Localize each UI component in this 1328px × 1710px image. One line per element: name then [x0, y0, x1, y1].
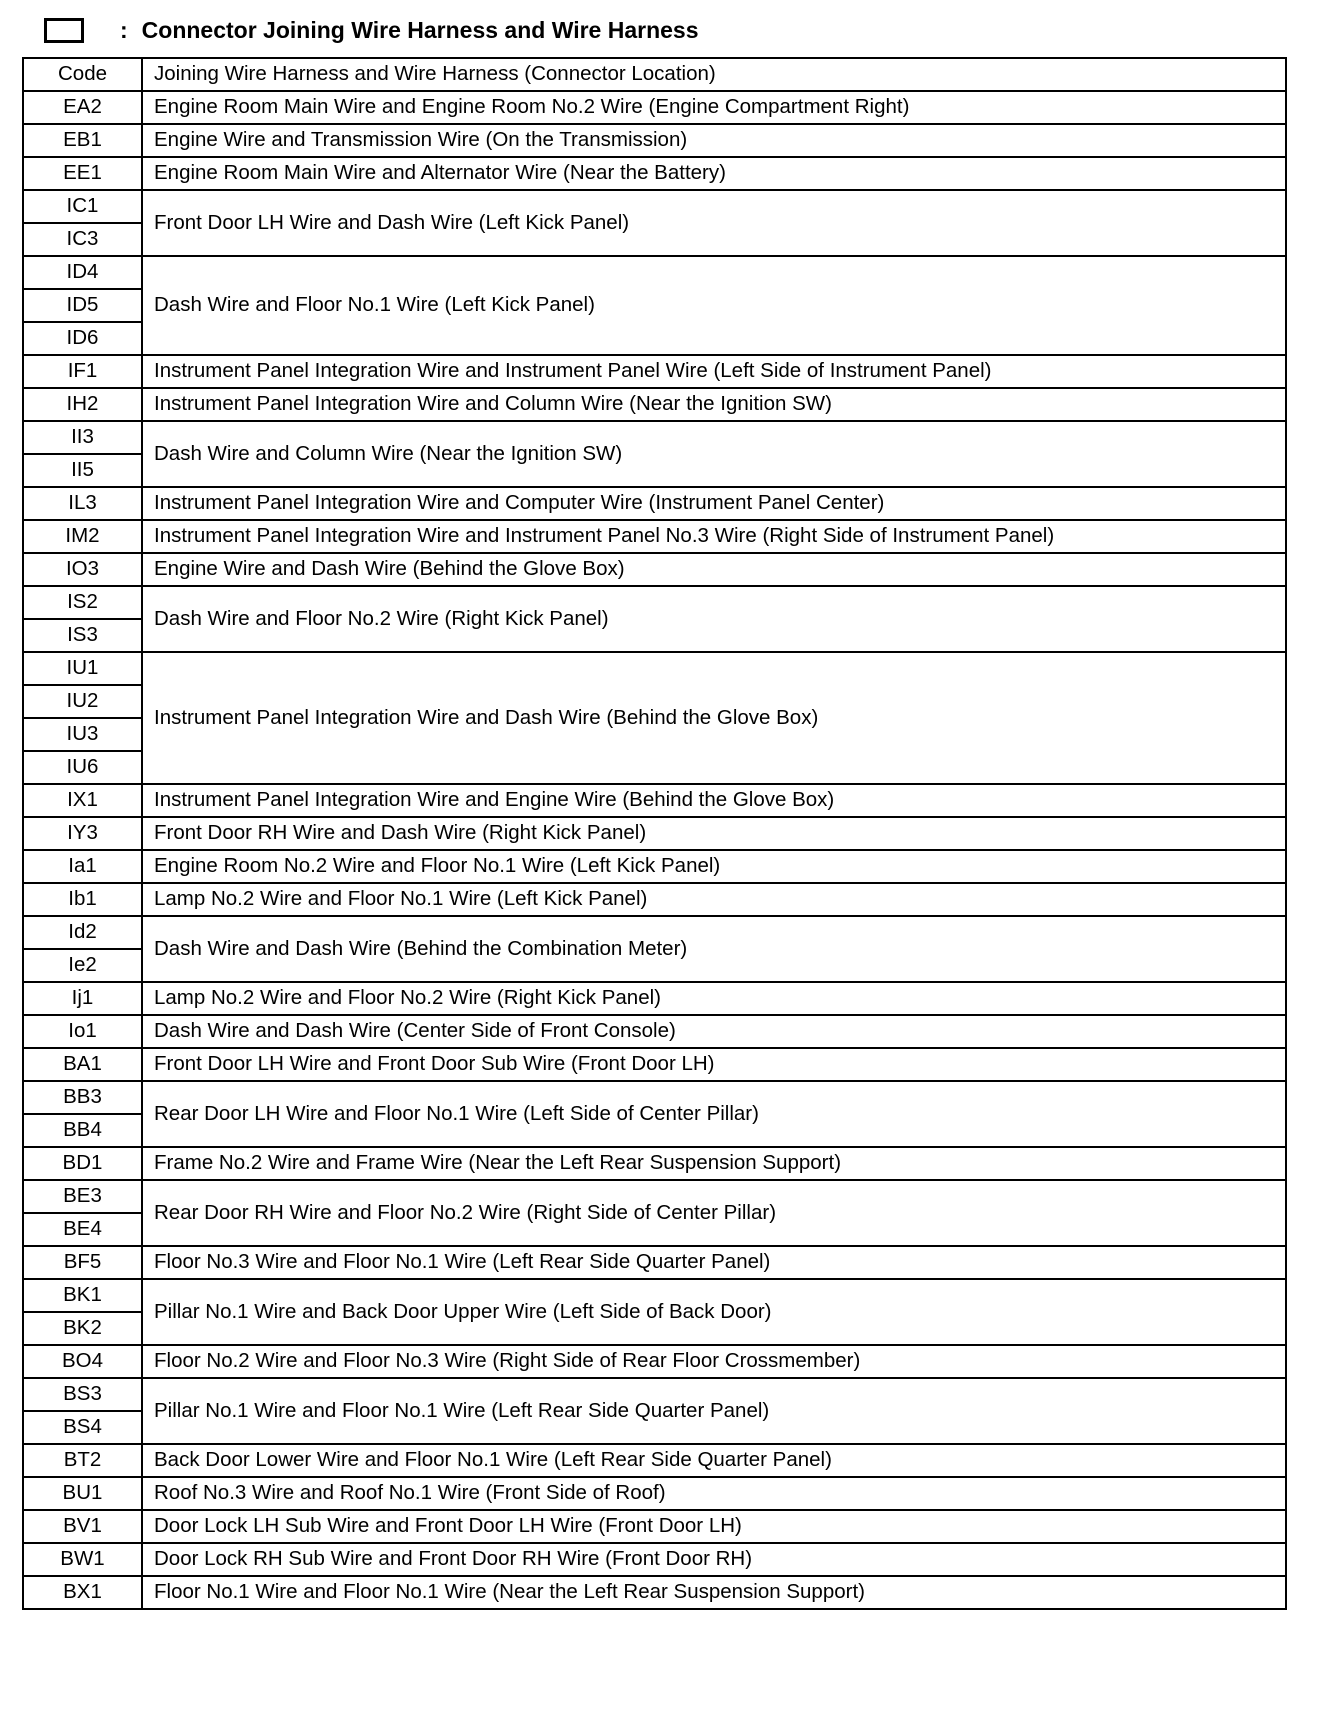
connector-symbol-icon	[44, 18, 84, 43]
connector-code-cell: BU1	[23, 1477, 142, 1510]
connector-location-cell: Dash Wire and Floor No.1 Wire (Left Kick Panel)	[142, 256, 1286, 355]
table-row	[23, 1015, 1286, 1048]
connector-code-cell: BK2	[23, 1312, 142, 1345]
header-colon: :	[120, 16, 128, 43]
connector-code-cell: IO3	[23, 553, 142, 586]
connector-location-cell: Instrument Panel Integration Wire and Dash Wire (Behind the Glove Box)	[142, 652, 1286, 784]
table-row	[23, 487, 1286, 520]
table-row	[23, 190, 1286, 223]
table-row	[23, 355, 1286, 388]
table-row	[23, 421, 1286, 454]
connector-code-cell: IC3	[23, 223, 142, 256]
connector-location-cell: Instrument Panel Integration Wire and Instrument Panel No.3 Wire (Right Side of Instrument Panel)	[142, 520, 1286, 553]
connector-location-cell: Lamp No.2 Wire and Floor No.2 Wire (Right Kick Panel)	[142, 982, 1286, 1015]
connector-code-cell: Ie2	[23, 949, 142, 982]
connector-code-cell: BE3	[23, 1180, 142, 1213]
connector-location-cell: Instrument Panel Integration Wire and Column Wire (Near the Ignition SW)	[142, 388, 1286, 421]
connector-code-cell: ID5	[23, 289, 142, 322]
connector-code-cell: IL3	[23, 487, 142, 520]
table-row	[23, 1246, 1286, 1279]
table-row	[23, 1048, 1286, 1081]
table-row	[23, 1378, 1286, 1411]
table-row	[23, 124, 1286, 157]
page-title: Connector Joining Wire Harness and Wire Harness	[141, 16, 699, 43]
connector-code-cell: BB4	[23, 1114, 142, 1147]
connector-code-cell: BD1	[23, 1147, 142, 1180]
connector-location-cell: Engine Room No.2 Wire and Floor No.1 Wire (Left Kick Panel)	[142, 850, 1286, 883]
connector-location-cell: Front Door LH Wire and Front Door Sub Wire (Front Door LH)	[142, 1048, 1286, 1081]
table-row	[23, 256, 1286, 289]
connector-code-cell: BE4	[23, 1213, 142, 1246]
table-row	[23, 817, 1286, 850]
connector-location-cell: Dash Wire and Column Wire (Near the Ignition SW)	[142, 421, 1286, 487]
table-header-row	[23, 58, 1286, 91]
connector-code-cell: IS3	[23, 619, 142, 652]
code-column-header: Code	[23, 58, 142, 91]
location-column-header: Joining Wire Harness and Wire Harness (Connector Location)	[142, 58, 1286, 91]
connector-location-cell: Frame No.2 Wire and Frame Wire (Near the Left Rear Suspension Support)	[142, 1147, 1286, 1180]
connector-code-cell: EE1	[23, 157, 142, 190]
connector-code-cell: BS3	[23, 1378, 142, 1411]
connector-location-cell: Dash Wire and Dash Wire (Center Side of Front Console)	[142, 1015, 1286, 1048]
connector-code-cell: EB1	[23, 124, 142, 157]
table-row	[23, 1477, 1286, 1510]
connector-code-cell: BX1	[23, 1576, 142, 1609]
connector-location-cell: Floor No.2 Wire and Floor No.3 Wire (Right Side of Rear Floor Crossmember)	[142, 1345, 1286, 1378]
connector-location-cell: Engine Room Main Wire and Alternator Wire (Near the Battery)	[142, 157, 1286, 190]
connector-code-cell: BS4	[23, 1411, 142, 1444]
connector-location-cell: Rear Door RH Wire and Floor No.2 Wire (Right Side of Center Pillar)	[142, 1180, 1286, 1246]
table-row	[23, 1576, 1286, 1609]
connector-location-cell: Floor No.3 Wire and Floor No.1 Wire (Left Rear Side Quarter Panel)	[142, 1246, 1286, 1279]
connector-code-cell: BK1	[23, 1279, 142, 1312]
connector-code-cell: BO4	[23, 1345, 142, 1378]
connector-code-cell: IC1	[23, 190, 142, 223]
connector-code-cell: II3	[23, 421, 142, 454]
connector-code-cell: BT2	[23, 1444, 142, 1477]
table-row	[23, 1345, 1286, 1378]
table-row	[23, 916, 1286, 949]
connector-location-cell: Lamp No.2 Wire and Floor No.1 Wire (Left Kick Panel)	[142, 883, 1286, 916]
connector-code-cell: Io1	[23, 1015, 142, 1048]
connector-location-cell: Dash Wire and Dash Wire (Behind the Combination Meter)	[142, 916, 1286, 982]
connector-location-cell: Engine Room Main Wire and Engine Room No.2 Wire (Engine Compartment Right)	[142, 91, 1286, 124]
table-row	[23, 982, 1286, 1015]
table-row	[23, 1543, 1286, 1576]
connector-location-cell: Instrument Panel Integration Wire and Engine Wire (Behind the Glove Box)	[142, 784, 1286, 817]
table-row	[23, 520, 1286, 553]
connector-code-cell: ID6	[23, 322, 142, 355]
connector-code-cell: IU3	[23, 718, 142, 751]
table-row	[23, 1147, 1286, 1180]
connector-code-cell: ID4	[23, 256, 142, 289]
table-row	[23, 652, 1286, 685]
connector-table	[22, 57, 1287, 1610]
table-row	[23, 586, 1286, 619]
connector-location-cell: Dash Wire and Floor No.2 Wire (Right Kick Panel)	[142, 586, 1286, 652]
table-row	[23, 1180, 1286, 1213]
connector-code-cell: IY3	[23, 817, 142, 850]
connector-location-cell: Engine Wire and Transmission Wire (On the Transmission)	[142, 124, 1286, 157]
connector-location-cell: Pillar No.1 Wire and Back Door Upper Wire (Left Side of Back Door)	[142, 1279, 1286, 1345]
table-row	[23, 388, 1286, 421]
table-row	[23, 784, 1286, 817]
connector-code-cell: IS2	[23, 586, 142, 619]
connector-code-cell: IU1	[23, 652, 142, 685]
connector-code-cell: BW1	[23, 1543, 142, 1576]
connector-code-cell: IH2	[23, 388, 142, 421]
table-row	[23, 850, 1286, 883]
connector-code-cell: BB3	[23, 1081, 142, 1114]
connector-location-cell: Front Door LH Wire and Dash Wire (Left Kick Panel)	[142, 190, 1286, 256]
connector-location-cell: Door Lock LH Sub Wire and Front Door LH Wire (Front Door LH)	[142, 1510, 1286, 1543]
connector-code-cell: IM2	[23, 520, 142, 553]
table-row	[23, 1081, 1286, 1114]
table-row	[23, 553, 1286, 586]
connector-code-cell: BA1	[23, 1048, 142, 1081]
connector-code-cell: IU2	[23, 685, 142, 718]
connector-location-cell: Front Door RH Wire and Dash Wire (Right Kick Panel)	[142, 817, 1286, 850]
connector-location-cell: Door Lock RH Sub Wire and Front Door RH Wire (Front Door RH)	[142, 1543, 1286, 1576]
connector-code-cell: Ib1	[23, 883, 142, 916]
table-body	[23, 91, 1286, 1609]
connector-code-cell: BV1	[23, 1510, 142, 1543]
connector-location-cell: Floor No.1 Wire and Floor No.1 Wire (Near the Left Rear Suspension Support)	[142, 1576, 1286, 1609]
connector-code-cell: EA2	[23, 91, 142, 124]
connector-code-cell: II5	[23, 454, 142, 487]
connector-location-cell: Instrument Panel Integration Wire and Instrument Panel Wire (Left Side of Instrument Panel)	[142, 355, 1286, 388]
connector-location-cell: Instrument Panel Integration Wire and Computer Wire (Instrument Panel Center)	[142, 487, 1286, 520]
connector-location-cell: Back Door Lower Wire and Floor No.1 Wire (Left Rear Side Quarter Panel)	[142, 1444, 1286, 1477]
table-row	[23, 883, 1286, 916]
connector-location-cell: Roof No.3 Wire and Roof No.1 Wire (Front Side of Roof)	[142, 1477, 1286, 1510]
table-row	[23, 91, 1286, 124]
table-row	[23, 1510, 1286, 1543]
connector-code-cell: IF1	[23, 355, 142, 388]
connector-location-cell: Rear Door LH Wire and Floor No.1 Wire (Left Side of Center Pillar)	[142, 1081, 1286, 1147]
connector-code-cell: Id2	[23, 916, 142, 949]
table-row	[23, 1279, 1286, 1312]
connector-code-cell: Ia1	[23, 850, 142, 883]
connector-location-cell: Engine Wire and Dash Wire (Behind the Glove Box)	[142, 553, 1286, 586]
connector-code-cell: BF5	[23, 1246, 142, 1279]
section-header	[44, 12, 699, 48]
connector-location-cell: Pillar No.1 Wire and Floor No.1 Wire (Left Rear Side Quarter Panel)	[142, 1378, 1286, 1444]
table-row	[23, 157, 1286, 190]
connector-code-cell: IX1	[23, 784, 142, 817]
connector-code-cell: Ij1	[23, 982, 142, 1015]
connector-code-cell: IU6	[23, 751, 142, 784]
table-row	[23, 1444, 1286, 1477]
